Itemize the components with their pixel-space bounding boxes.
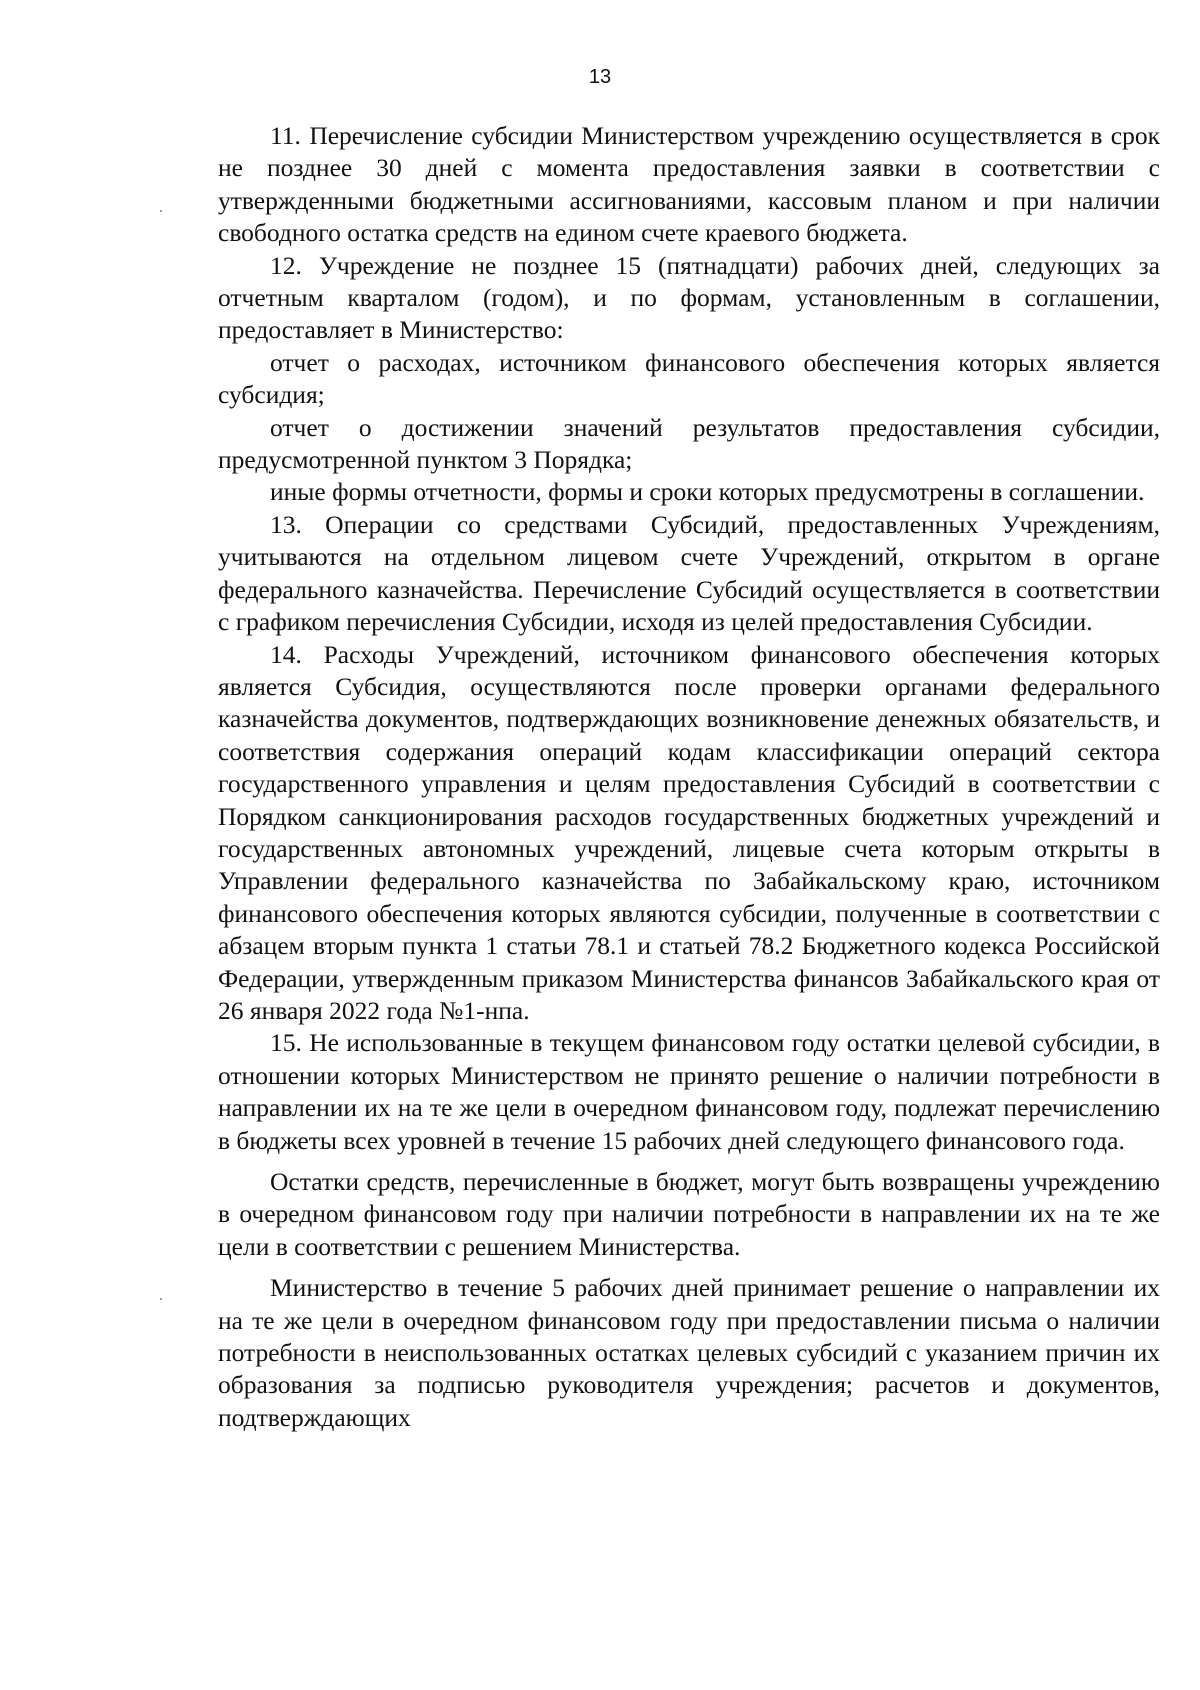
paragraph-13: 13. Операции со средствами Субсидий, предоставленных Учреждениям, учитываются на отдельном лицевом счете Учреждений, открытом в органе федерального казначейства. Перечисление Субсидий осуществляется в соответствии с графиком перечисления Субсидии, исходя из целей предоставления Субсидии. bbox=[218, 509, 1160, 637]
paragraph-15-returned-balances: Остатки средств, перечисленные в бюджет, могут быть возвращены учреждению в очередном финансовом году при наличии потребности в направлении их на те же цели в соответствии с решением Министерства. bbox=[218, 1167, 1160, 1261]
document-body bbox=[218, 120, 1160, 1434]
paragraph-12: 12. Учреждение не позднее 15 (пятнадцати) рабочих дней, следующих за отчетным кварталом (годом), и по формам, установленным в соглашении, предоставляет в Министерство: bbox=[218, 250, 1160, 345]
paragraph-12-item-3: иные формы отчетности, формы и сроки которых предусмотрены в соглашении. bbox=[270, 477, 1145, 507]
scan-speck bbox=[160, 210, 162, 212]
page-number: 13 bbox=[588, 66, 612, 88]
paragraph-11: 11. Перечисление субсидии Министерством учреждению осуществляется в срок не позднее 30 дней с момента предоставления заявки в соответствии с утвержденными бюджетными ассигнованиями, кассовым планом и при наличии свободного остатка средств на едином счете краевого бюджета. bbox=[218, 121, 1160, 248]
paragraph-14: 14. Расходы Учреждений, источником финансового обеспечения которых является Субсидия, осуществляются после проверки органами федерального казначейства документов, подтверждающих возникновение денежных обязательств, и соответствия содержания операций кодам классификации операций сектора государственного управления и целям предоставления Субсидий в соответствии с Порядком санкционирования расходов государственных бюджетных учреждений и государственных автономных учреждений, лицевые счета которым открыты в Управлении федерального казначейства по Забайкальскому краю, источником финансового обеспечения которых являются субсидии, полученные в соответствии с абзацем вторым пункта 1 статьи 78.1 и статьей 78.2 Бюджетного кодекса Российской Федерации, утвержденным приказом Министерства финансов Забайкальского края от 26 января 2022 года №1-нпа. bbox=[218, 639, 1160, 1025]
scan-speck bbox=[160, 1298, 162, 1300]
paragraph-15: 15. Не использованные в текущем финансовом году остатки целевой субсидии, в отношении которых Министерством не принято решение о наличии потребности в направлении их на те же цели в очередном финансовом году, подлежат перечислению в бюджеты всех уровней в течение 15 рабочих дней следующего финансового года. bbox=[218, 1028, 1160, 1155]
paragraph-12-item-2: отчет о достижении значений результатов предоставления субсидии, предусмотренной пунктом 3 Порядка; bbox=[218, 412, 1160, 475]
paragraph-15-ministry-decision: Министерство в течение 5 рабочих дней принимает решение о направлении их на те же цели в очередном финансовом году при предоставлении письма о наличии потребности в неиспользованных остатках целевых субсидий с указанием причин их образования за подписью руководителя учреждения; расчетов и документов, подтверждающих bbox=[218, 1273, 1160, 1432]
paragraph-12-item-1: отчет о расходах, источником финансового обеспечения которых является субсидия; bbox=[218, 347, 1160, 410]
